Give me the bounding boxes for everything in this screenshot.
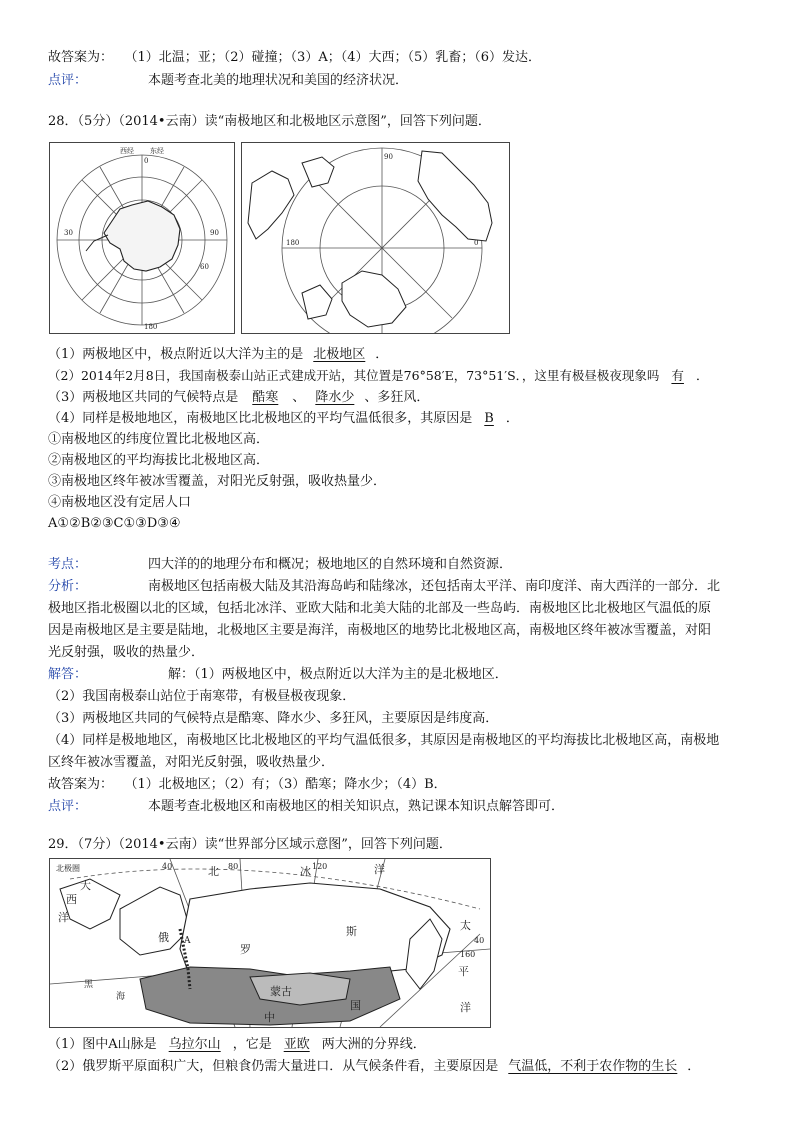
map-label-hai: 海: [116, 992, 126, 1002]
map-label-bing: 冰: [300, 865, 311, 878]
map-label-ping: 平: [458, 965, 469, 978]
q28-jieda-3: （3）两极地区共同的气候特点是酷寒、降水少、多狂风，主要原因是纬度高．: [48, 711, 499, 726]
map-label-menggu: 蒙古: [270, 985, 292, 998]
map-label-90: 90: [210, 229, 219, 237]
map-label-e: 俄: [158, 931, 169, 944]
q28-jieda-5: 区终年被冰雪覆盖，对阳光反射强，吸收热量少．: [48, 755, 335, 770]
map-label-da: 大: [80, 879, 91, 892]
q28-title: 28．（5分）（2014•云南）读“南极地区和北极地区示意图”，回答下列问题．: [48, 114, 491, 129]
q29-sub1-answer1: 乌拉尔山: [168, 1037, 221, 1052]
map-label-west: 西经: [120, 147, 134, 155]
map-label-hei: 黑: [84, 980, 94, 990]
q28-fenxi-2: 极地区指北极圈以北的区域，包括北冰洋、亚欧大陆和北美大陆的北部及一些岛屿．南极地区比北极地区气温低的原: [48, 601, 712, 616]
prev-comment-line: [48, 72, 409, 90]
answer-text: （1）北温；亚；（2）碰撞；（3）A；（4）大西；（5）乳畜；（6）发达．: [131, 50, 542, 65]
prev-answer-line: [48, 49, 541, 67]
comment-label: 点评：: [48, 73, 88, 88]
map-label-60: 60: [200, 263, 209, 271]
map-label-xi: 西: [66, 893, 77, 906]
answer-label: 故答案为：: [48, 50, 114, 65]
map-label-bei: 北: [208, 865, 219, 878]
antarctic-map-svg: [50, 143, 234, 333]
q28-sub4-answer: B: [484, 411, 494, 426]
q29-title: 29．（7分）（2014•云南）读“世界部分区域示意图”，回答下列问题．: [48, 837, 452, 852]
q29-sub2: （2）俄罗斯平原面积广大，但粮食仍需大量进口．从气候条件看，主要原因是 气温低，不利于农作物的生长 ．: [48, 1059, 701, 1074]
antarctic-map: [49, 142, 235, 334]
map-lon-40: 40: [162, 862, 173, 871]
q28-option-4: ④南极地区没有定居人口: [48, 495, 192, 510]
arctic-map-svg: [242, 143, 509, 333]
map-label-si: 斯: [346, 925, 357, 938]
q28-sub3-answer1: 酷寒: [252, 390, 279, 405]
world-region-map-svg: [50, 859, 490, 1027]
map-label-30: 30: [64, 229, 73, 237]
q28-fenxi-3: 因是南极地区是主要是陆地，北极地区主要是海洋，南极地区的地势比北极地区高，南极地区终年被冰雪覆盖，对阳: [48, 623, 712, 638]
map-label-guo: 国: [350, 999, 361, 1012]
q28-sub1: （1）两极地区中，极点附近以大洋为主的是 北极地区 ．: [48, 347, 389, 362]
q28-jieda-4: （4）同样是极地地区，南极地区比北极地区的平均气温低很多，其原因是南极地区的平均海拔比北极地区高，南极地: [48, 733, 720, 748]
map-lat-40: 40: [474, 936, 485, 945]
arctic-label-0: 0: [474, 239, 479, 247]
q28-jieda: 解答： 解：（1）两极地区中，极点附近以大洋为主的是北极地区．: [48, 667, 508, 682]
q28-sub2-answer: 有: [671, 368, 684, 383]
arctic-label-180: 180: [286, 239, 300, 247]
q28-fenxi-4: 光反射强，吸收的热量少．: [48, 645, 205, 660]
q28-sub3-answer2: 降水少: [315, 390, 355, 405]
map-lon-80: 80: [228, 862, 239, 871]
q28-option-2: ②南极地区的平均海拔比北极地区高．: [48, 453, 270, 468]
map-label-180: 180: [144, 323, 158, 331]
map-label-yang3: 洋: [460, 1001, 471, 1014]
q28-fenxi: 分析： 南极地区包括南极大陆及其沿海岛屿和陆缘冰，还包括南太平洋、南印度洋、南大西洋的一部分．北: [48, 579, 721, 594]
q28-choices: A①②B②③C①③D③④: [48, 516, 181, 531]
q29-sub2-answer: 气温低，不利于农作物的生长: [508, 1059, 678, 1074]
q28-kaodian: 考点： 四大洋的的地理分布和概况；极地地区的自然环境和自然资源．: [48, 557, 513, 572]
map-label-east: 东经: [150, 147, 164, 155]
map-label-0: 0: [144, 157, 149, 165]
comment-text: 本题考查北美的地理状况和美国的经济状况．: [148, 73, 409, 88]
map-label-yang: 洋: [374, 863, 385, 876]
q28-jieda-2: （2）我国南极泰山站位于南寒带，有极昼极夜现象．: [48, 689, 356, 704]
q28-sub4: （4）同样是极地地区，南极地区比北极地区的平均气温低很多，其原因是 B ．: [48, 411, 519, 426]
q28-sub3: （3）两极地区共同的气候特点是 酷寒 、 降水少 、多狂风．: [48, 390, 430, 405]
map-label-tai: 太: [460, 919, 471, 932]
q29-sub1: （1）图中A山脉是 乌拉尔山 ，它是 亚欧 两大洲的分界线．: [48, 1037, 426, 1052]
map-lon-160: 160: [460, 950, 476, 959]
map-label-luo: 罗: [240, 943, 251, 956]
q28-sub1-answer: 北极地区: [313, 347, 366, 362]
q28-answer: 故答案为： （1）北极地区；（2）有；（3）酷寒；降水少；（4）B．: [48, 777, 447, 792]
arctic-label-90: 90: [384, 153, 393, 161]
q28-comment: 点评： 本题考查北极地区和南极地区的相关知识点，熟记课本知识点解答即可．: [48, 799, 565, 814]
map-label-zhong: 中: [264, 1011, 275, 1024]
map-lon-120: 120: [312, 862, 328, 871]
q28-option-1: ①南极地区的纬度位置比北极地区高．: [48, 432, 270, 447]
q29-sub1-answer2: 亚欧: [283, 1037, 310, 1052]
map-label-a: A: [184, 936, 191, 946]
arctic-map: [241, 142, 510, 334]
map-arctic-circle-label: 北极圈: [56, 864, 80, 873]
map-label-yang2: 洋: [58, 911, 69, 924]
q28-option-3: ③南极地区终年被冰雪覆盖，对阳光反射强，吸收热量少．: [48, 474, 387, 489]
q28-sub2: （2）2014年2月8日，我国南极泰山站正式建成开站，其位置是76°58′E，73°51′S．，这里有极昼极夜现象吗 有 ．: [48, 368, 709, 383]
world-region-map: [49, 858, 491, 1028]
